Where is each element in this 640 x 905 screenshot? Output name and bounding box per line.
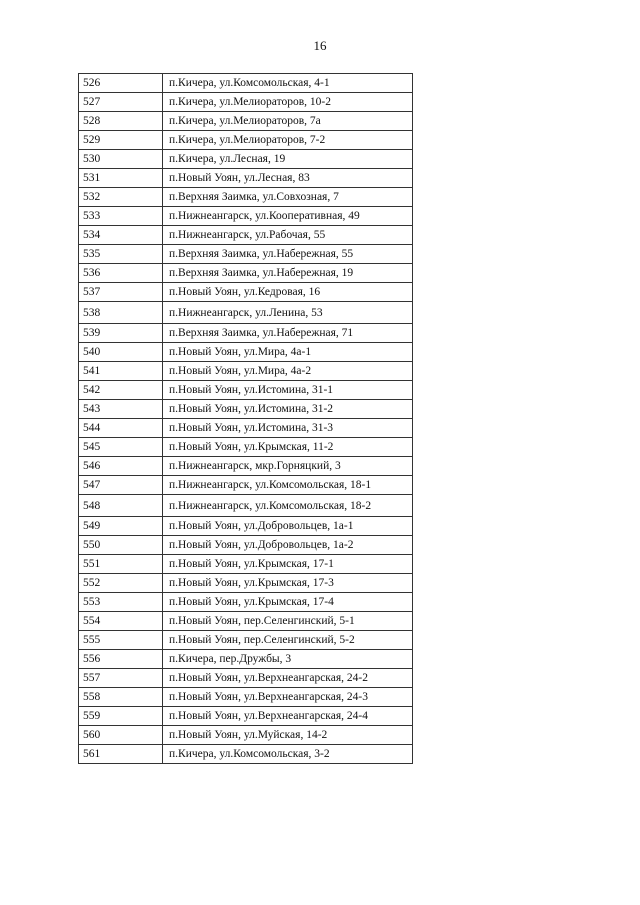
address-cell: п.Новый Уоян, ул.Мира, 4а-1 <box>163 343 413 362</box>
row-number-cell: 551 <box>79 555 163 574</box>
address-cell: п.Кичера, ул.Мелиораторов, 7а <box>163 112 413 131</box>
table-row <box>79 555 413 574</box>
row-number-cell: 545 <box>79 438 163 457</box>
table-row <box>79 612 413 631</box>
page-number: 16 <box>313 38 327 53</box>
table-row <box>79 419 413 438</box>
address-cell: п.Новый Уоян, ул.Крымская, 17-3 <box>163 574 413 593</box>
row-number-cell: 544 <box>79 419 163 438</box>
address-cell: п.Новый Уоян, ул.Истомина, 31-3 <box>163 419 413 438</box>
table-row <box>79 457 413 476</box>
address-cell: п.Верхняя Заимка, ул.Набережная, 55 <box>163 245 413 264</box>
row-number-cell: 538 <box>79 302 163 324</box>
row-number-cell: 561 <box>79 745 163 764</box>
table-row <box>79 593 413 612</box>
address-cell: п.Верхняя Заимка, ул.Набережная, 19 <box>163 264 413 283</box>
address-cell: п.Новый Уоян, ул.Кедровая, 16 <box>163 283 413 302</box>
table-row <box>79 495 413 517</box>
row-number-cell: 533 <box>79 207 163 226</box>
row-number-cell: 559 <box>79 707 163 726</box>
row-number-cell: 535 <box>79 245 163 264</box>
table-row <box>79 74 413 93</box>
table-row <box>79 362 413 381</box>
table-row <box>79 226 413 245</box>
table-row <box>79 93 413 112</box>
address-cell: п.Новый Уоян, пер.Селенгинский, 5-2 <box>163 631 413 650</box>
table-row <box>79 283 413 302</box>
row-number-cell: 527 <box>79 93 163 112</box>
address-cell: п.Новый Уоян, ул.Мира, 4а-2 <box>163 362 413 381</box>
row-number-cell: 540 <box>79 343 163 362</box>
address-cell: п.Новый Уоян, ул.Добровольцев, 1а-2 <box>163 536 413 555</box>
row-number-cell: 548 <box>79 495 163 517</box>
table-row <box>79 245 413 264</box>
address-cell: п.Кичера, ул.Лесная, 19 <box>163 150 413 169</box>
table-row <box>79 669 413 688</box>
address-cell: п.Кичера, ул.Комсомольская, 4-1 <box>163 74 413 93</box>
table-row <box>79 400 413 419</box>
row-number-cell: 554 <box>79 612 163 631</box>
table-row <box>79 745 413 764</box>
address-cell: п.Новый Уоян, ул.Верхнеангарская, 24-2 <box>163 669 413 688</box>
table-row <box>79 438 413 457</box>
address-cell: п.Новый Уоян, ул.Добровольцев, 1а-1 <box>163 517 413 536</box>
address-cell: п.Новый Уоян, ул.Верхнеангарская, 24-4 <box>163 707 413 726</box>
address-cell: п.Нижнеангарск, ул.Комсомольская, 18-1 <box>163 476 413 495</box>
address-cell: п.Нижнеангарск, ул.Комсомольская, 18-2 <box>163 495 413 517</box>
row-number-cell: 529 <box>79 131 163 150</box>
address-cell: п.Новый Уоян, ул.Верхнеангарская, 24-3 <box>163 688 413 707</box>
row-number-cell: 556 <box>79 650 163 669</box>
address-cell: п.Кичера, ул.Мелиораторов, 7-2 <box>163 131 413 150</box>
row-number-cell: 552 <box>79 574 163 593</box>
table-row <box>79 302 413 324</box>
address-cell: п.Новый Уоян, ул.Крымская, 17-1 <box>163 555 413 574</box>
row-number-cell: 550 <box>79 536 163 555</box>
table-row <box>79 650 413 669</box>
address-cell: п.Новый Уоян, ул.Крымская, 17-4 <box>163 593 413 612</box>
row-number-cell: 531 <box>79 169 163 188</box>
table-row <box>79 688 413 707</box>
table-row <box>79 324 413 343</box>
row-number-cell: 553 <box>79 593 163 612</box>
table-row <box>79 264 413 283</box>
address-cell: п.Новый Уоян, ул.Истомина, 31-1 <box>163 381 413 400</box>
address-cell: п.Новый Уоян, пер.Селенгинский, 5-1 <box>163 612 413 631</box>
address-cell: п.Нижнеангарск, ул.Ленина, 53 <box>163 302 413 324</box>
row-number-cell: 537 <box>79 283 163 302</box>
table-row <box>79 726 413 745</box>
address-table-body <box>79 74 413 764</box>
address-cell: п.Новый Уоян, ул.Истомина, 31-2 <box>163 400 413 419</box>
row-number-cell: 539 <box>79 324 163 343</box>
table-row <box>79 536 413 555</box>
row-number-cell: 549 <box>79 517 163 536</box>
row-number-cell: 543 <box>79 400 163 419</box>
table-row <box>79 574 413 593</box>
row-number-cell: 526 <box>79 74 163 93</box>
row-number-cell: 532 <box>79 188 163 207</box>
address-cell: п.Нижнеангарск, ул.Рабочая, 55 <box>163 226 413 245</box>
row-number-cell: 546 <box>79 457 163 476</box>
table-row <box>79 707 413 726</box>
table-row <box>79 131 413 150</box>
address-table <box>78 73 413 764</box>
table-row <box>79 381 413 400</box>
address-cell: п.Нижнеангарск, ул.Кооперативная, 49 <box>163 207 413 226</box>
table-row <box>79 343 413 362</box>
address-cell: п.Верхняя Заимка, ул.Совхозная, 7 <box>163 188 413 207</box>
table-row <box>79 188 413 207</box>
row-number-cell: 541 <box>79 362 163 381</box>
address-cell: п.Верхняя Заимка, ул.Набережная, 71 <box>163 324 413 343</box>
table-row <box>79 631 413 650</box>
address-cell: п.Новый Уоян, ул.Лесная, 83 <box>163 169 413 188</box>
row-number-cell: 547 <box>79 476 163 495</box>
address-cell: п.Кичера, пер.Дружбы, 3 <box>163 650 413 669</box>
table-row <box>79 169 413 188</box>
row-number-cell: 530 <box>79 150 163 169</box>
row-number-cell: 555 <box>79 631 163 650</box>
address-cell: п.Новый Уоян, ул.Крымская, 11-2 <box>163 438 413 457</box>
table-row <box>79 476 413 495</box>
address-cell: п.Кичера, ул.Комсомольская, 3-2 <box>163 745 413 764</box>
address-cell: п.Новый Уоян, ул.Муйская, 14-2 <box>163 726 413 745</box>
row-number-cell: 536 <box>79 264 163 283</box>
table-row <box>79 207 413 226</box>
table-row <box>79 112 413 131</box>
table-row <box>79 517 413 536</box>
address-cell: п.Нижнеангарск, мкр.Горняцкий, 3 <box>163 457 413 476</box>
row-number-cell: 528 <box>79 112 163 131</box>
row-number-cell: 557 <box>79 669 163 688</box>
row-number-cell: 558 <box>79 688 163 707</box>
row-number-cell: 534 <box>79 226 163 245</box>
row-number-cell: 560 <box>79 726 163 745</box>
row-number-cell: 542 <box>79 381 163 400</box>
table-row <box>79 150 413 169</box>
address-cell: п.Кичера, ул.Мелиораторов, 10-2 <box>163 93 413 112</box>
